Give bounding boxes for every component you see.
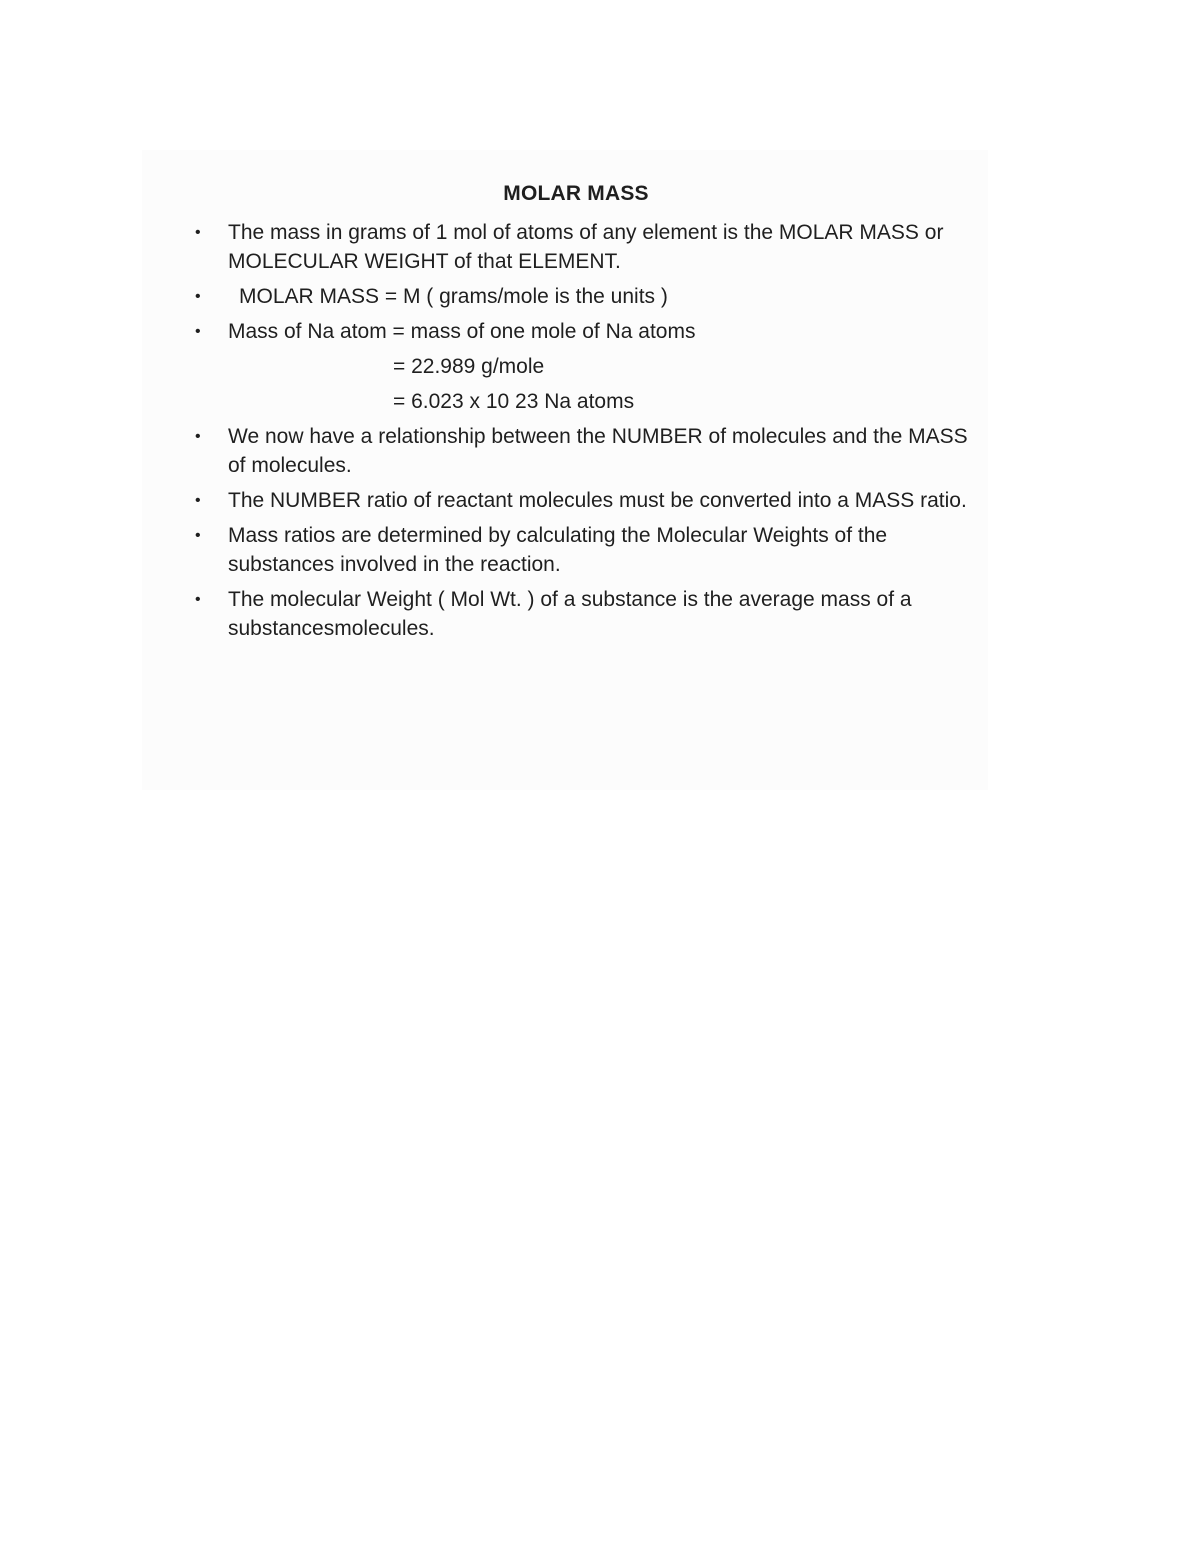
bullet-icon: •: [195, 428, 201, 445]
bullet-text: The mass in grams of 1 mol of atoms of any element is the MOLAR MASS or MOLECULAR WEIGHT of that ELEMENT.: [228, 221, 944, 273]
equation-line-grams: = 22.989 g/mole: [393, 355, 545, 378]
bullet-text: Mass of Na atom = mass of one mole of Na atoms: [228, 320, 696, 343]
bullet-item-number-ratio: [193, 486, 983, 515]
bullet-list: [193, 218, 983, 649]
bullet-text: The molecular Weight ( Mol Wt. ) of a substance is the average mass of a substancesmolecules.: [228, 588, 912, 640]
page-title: MOLAR MASS: [503, 182, 649, 205]
bullet-text: The NUMBER ratio of reactant molecules must be converted into a MASS ratio.: [228, 489, 967, 512]
bullet-icon: •: [195, 492, 201, 509]
bullet-item-molecular-weight: [193, 585, 983, 643]
bullet-text: MOLAR MASS = M ( grams/mole is the units ): [239, 285, 668, 308]
bullet-icon: •: [195, 224, 201, 241]
bullet-text: We now have a relationship between the NUMBER of molecules and the MASS of molecules.: [228, 425, 968, 477]
bullet-item-relationship: [193, 422, 983, 480]
bullet-item-mass-ratios: [193, 521, 983, 579]
bullet-text: Mass ratios are determined by calculating the Molecular Weights of the substances involved in the reaction.: [228, 524, 888, 576]
bullet-icon: •: [195, 288, 201, 305]
bullet-icon: •: [195, 527, 201, 544]
bullet-icon: •: [195, 591, 201, 608]
bullet-item-molar-mass-formula: [193, 282, 983, 311]
bullet-icon: •: [195, 323, 201, 340]
bullet-item-na-atom: [193, 317, 983, 346]
bullet-item-definition: [193, 218, 983, 276]
equation-line-atoms: = 6.023 x 10 23 Na atoms: [393, 390, 635, 413]
